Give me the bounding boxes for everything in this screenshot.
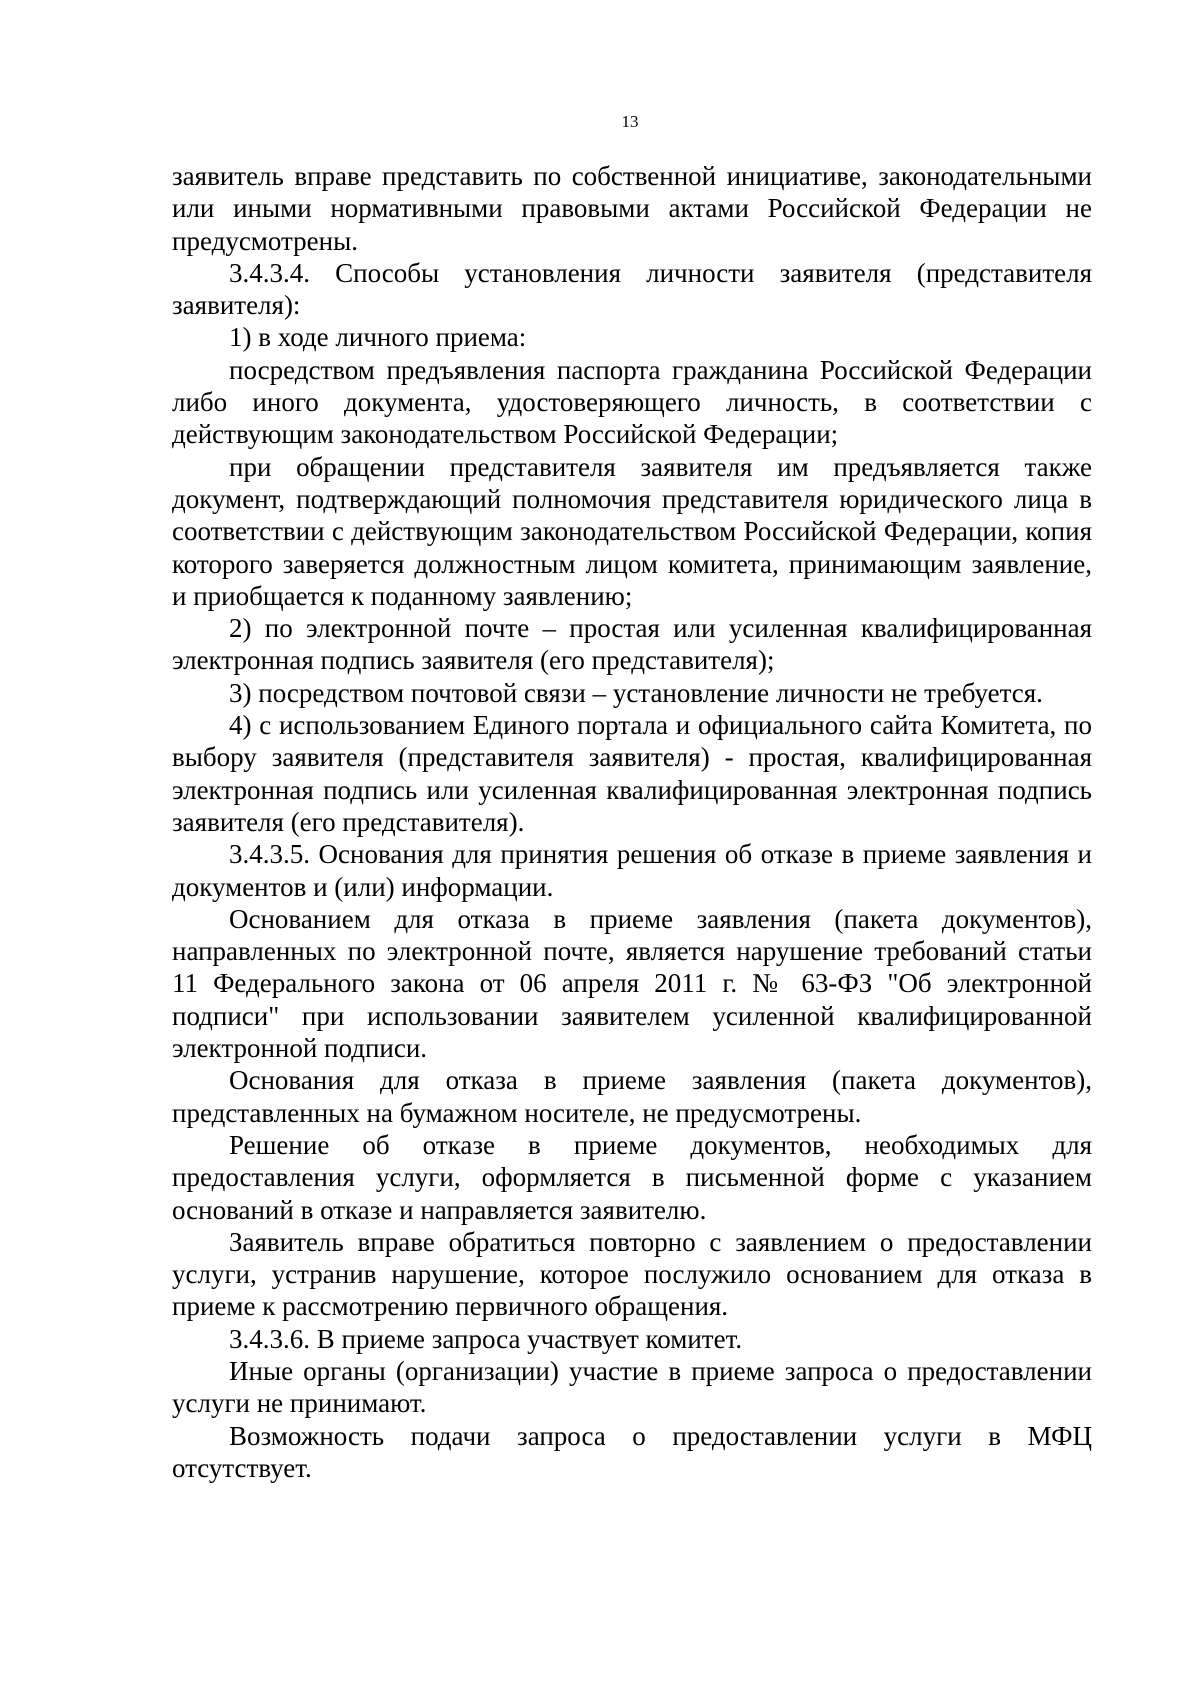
paragraph-refusal-email: Основанием для отказа в приеме заявления (пакета документов), направленных по электронной почте, является нарушение требований статьи 11 Федерального закона от 06 апреля 2011 г. № 63-ФЗ "Об электронной подписи" при использовании заявителем усиленной квалифицированной электронной подписи.: [172, 903, 1092, 1064]
paragraph-continuation: заявитель вправе представить по собственной инициативе, законодательными или иными нормативными правовыми актами Российской Федерации не предусмотрены.: [172, 161, 1092, 256]
document-body: [172, 160, 1092, 1484]
paragraph-item-1: 1) в ходе личного приема:: [229, 322, 527, 353]
paragraph-refusal-paper: Основания для отказа в приеме заявления (пакета документов), представленных на бумажном носителе, не предусмотрены.: [172, 1065, 1092, 1128]
paragraph-section-3-4-3-6: 3.4.3.6. В приеме запроса участвует комитет.: [229, 1323, 743, 1354]
paragraph-refusal-decision: Решение об отказе в приеме документов, необходимых для предоставления услуги, оформляется в письменной форме с указанием оснований в отказе и направляется заявителю.: [172, 1129, 1092, 1225]
paragraph-section-3-4-3-5: 3.4.3.5. Основания для принятия решения об отказе в приеме заявления и документов и (или) информации.: [172, 839, 1092, 902]
paragraph-passport: посредством предъявления паспорта гражданина Российской Федерации либо иного документа, удостоверяющего личность, в соответствии с действующим законодательством Российской Федерации;: [172, 354, 1092, 450]
paragraph-section-3-4-3-4: 3.4.3.4. Способы установления личности заявителя (представителя заявителя):: [172, 257, 1092, 321]
paragraph-mfc: Возможность подачи запроса о предоставлении услуги в МФЦ отсутствует.: [172, 1420, 1092, 1483]
paragraph-other-bodies: Иные органы (организации) участие в приеме запроса о предоставлении услуги не принимают.: [172, 1355, 1092, 1419]
paragraph-representative: при обращении представителя заявителя им предъявляется также документ, подтверждающий полномочия представителя юридического лица в соответствии с действующим законодательством Российской Федерации, копия которого заверяется должностным лицом комитета, принимающим заявление, и приобщается к поданному заявлению;: [172, 451, 1092, 611]
paragraph-item-2: 2) по электронной почте – простая или усиленная квалифицированная электронная подпись заявителя (его представителя);: [172, 613, 1092, 676]
paragraph-reapply: Заявитель вправе обратиться повторно с заявлением о предоставлении услуги, устранив нарушение, которое послужило основанием для отказа в приеме к рассмотрению первичного обращения.: [172, 1226, 1092, 1322]
page-number: 13: [621, 112, 639, 131]
paragraph-item-3: 3) посредством почтовой связи – установление личности не требуется.: [229, 677, 1043, 708]
paragraph-item-4: 4) с использованием Единого портала и официального сайта Комитета, по выбору заявителя (представителя заявителя) - простая, квалифицированная электронная подпись или усиленная квалифицированная электронная подпись заявителя (его представителя).: [172, 710, 1092, 837]
